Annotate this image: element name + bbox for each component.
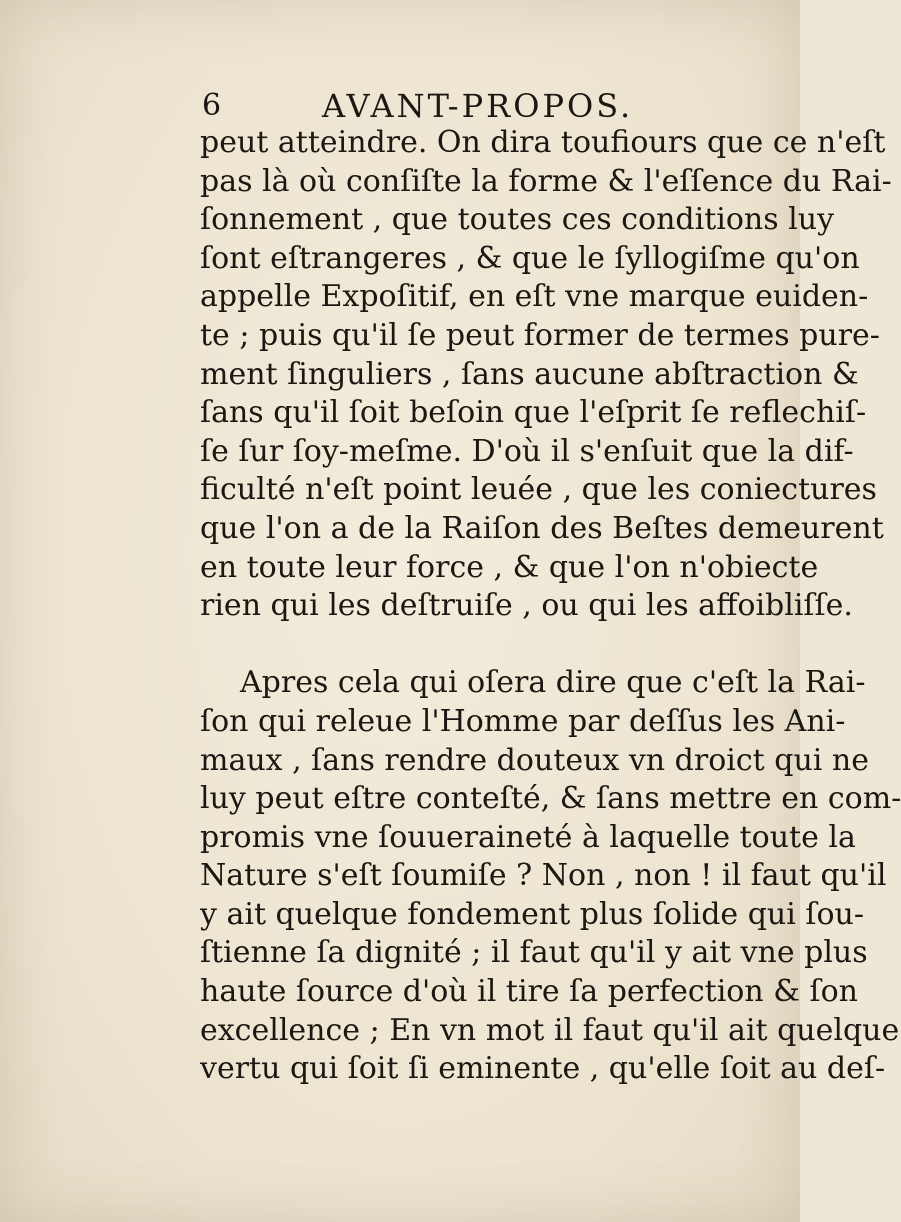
page-number: 6 — [202, 88, 222, 123]
text-line: ſont eſtrangeres , & que le ſyllogiſme qu'on — [200, 240, 860, 276]
text-line: en toute leur force , & que l'on n'obiecte — [200, 549, 819, 585]
running-title: AVANT-PROPOS. — [322, 87, 634, 125]
text-line: que l'on a de la Raiſon des Beſtes demeurent — [200, 510, 884, 546]
text-line: Apres cela qui oſera dire que c'eſt la Rai- — [240, 665, 866, 701]
text-line: ſonnement , que toutes ces conditions luy — [200, 202, 835, 238]
text-line: ficulté n'eſt point leuée , que les coniectures — [200, 472, 877, 508]
body-text — [200, 124, 901, 1089]
text-line: ſtienne ſa dignité ; il faut qu'il y ait vne plus — [200, 935, 868, 971]
text-line: pas là où conſiſte la forme & l'eſſence du Rai- — [200, 163, 892, 199]
paragraph-2 — [200, 664, 901, 1089]
text-line: maux , ſans rendre douteux vn droict qui ne — [200, 742, 869, 778]
text-line: Nature s'eſt ſoumiſe ? Non , non ! il faut qu'il — [200, 858, 887, 894]
text-line: ſon qui releue l'Homme par deſſus les Ani- — [200, 703, 846, 739]
text-line: y ait quelque fondement plus ſolide qui ſou- — [200, 896, 864, 932]
text-line: ment ſinguliers , ſans aucune abſtraction & — [200, 356, 859, 392]
text-line: ſans qu'il ſoit beſoin que l'eſprit ſe reflechiſ- — [200, 395, 867, 431]
text-line: promis vne ſouueraineté à laquelle toute la — [200, 819, 856, 855]
text-line: luy peut eſtre conteſté, & ſans mettre en com- — [200, 781, 901, 817]
page-header — [200, 84, 760, 128]
text-line: vertu qui ſoit ſi eminente , qu'elle ſoit au deſ- — [200, 1051, 886, 1087]
text-line: te ; puis qu'il ſe peut former de termes pure- — [200, 317, 880, 353]
text-line: appelle Expoſitif, en eſt vne marque euiden- — [200, 279, 869, 315]
paragraph-gap — [200, 626, 760, 665]
paragraph-1 — [200, 124, 892, 626]
text-line: haute ſource d'où il tire ſa perfection & ſon — [200, 974, 858, 1010]
text-line: rien qui les deſtruiſe , ou qui les affoibliſſe. — [200, 588, 853, 624]
text-line: peut atteindre. On dira toufiours que ce n'eſt — [200, 125, 886, 160]
text-line: excellence ; En vn mot il faut qu'il ait quelque — [200, 1012, 900, 1048]
text-line: ſe ſur ſoy-meſme. D'où il s'enſuit que la dif- — [200, 433, 854, 469]
